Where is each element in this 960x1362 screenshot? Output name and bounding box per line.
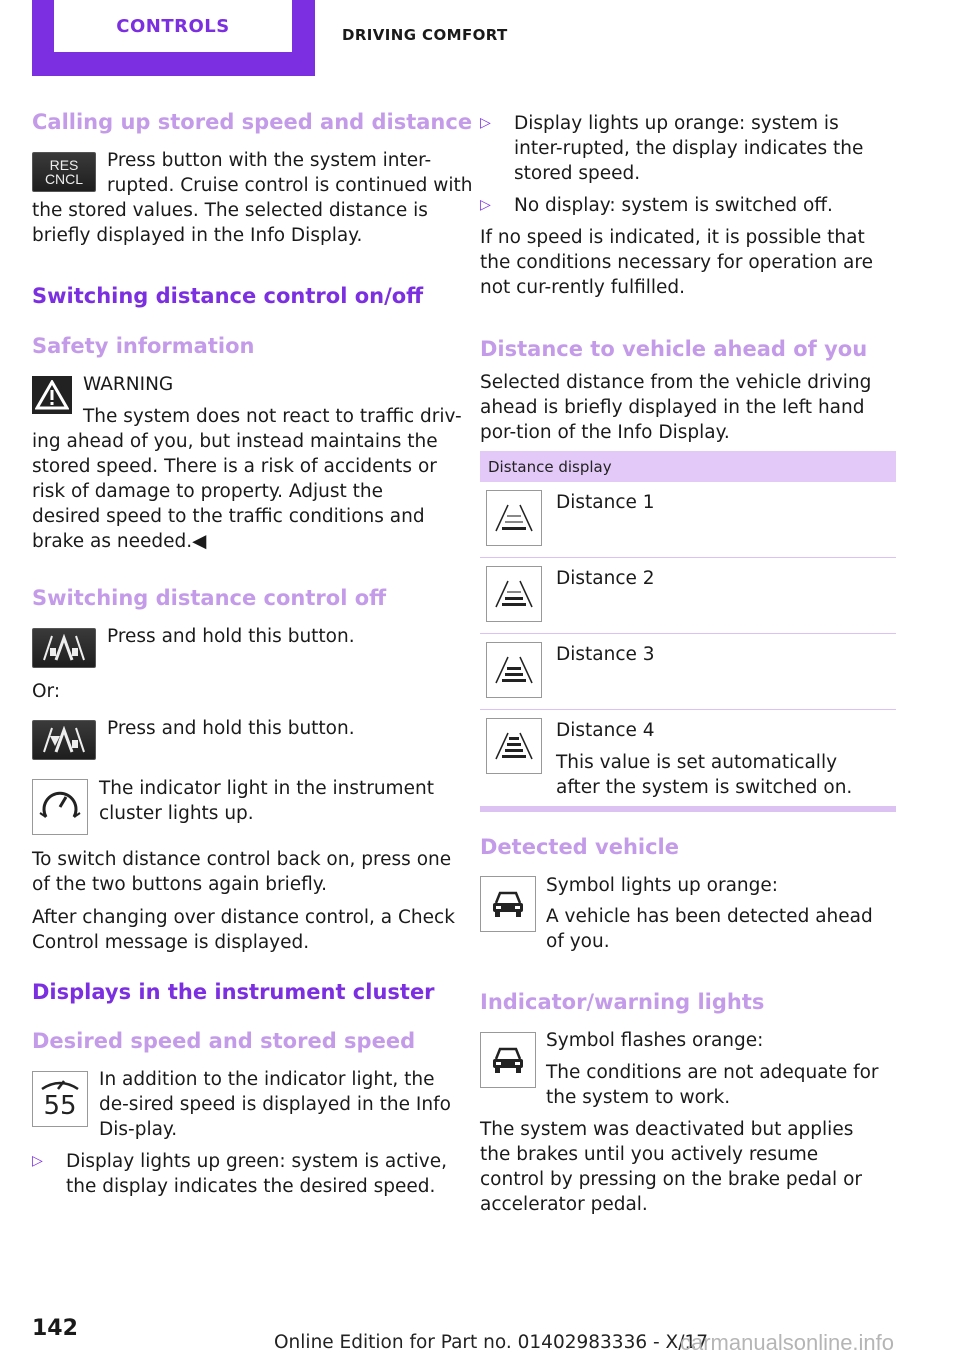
displays-heading: Displays in the instrument cluster [32, 980, 435, 1004]
distance-row-label: Distance 3 [556, 644, 655, 665]
indicator-warning-heading: Indicator/warning lights [480, 990, 765, 1014]
res-cncl-button-icon [32, 152, 96, 192]
watermark: carmanualsonline.info [680, 1330, 895, 1355]
deactivated-text: The system was deactivated but applies the brakes until you actively resume control by pressing on the brake pedal or accelerator pedal. [480, 1119, 862, 1215]
distance-button-icon [32, 628, 96, 668]
calling-up-heading: Calling up stored speed and distance [32, 110, 473, 134]
distance-text: Selected distance from the vehicle driving ahead is briefly displayed in the left hand por-tion of the Info Display. [480, 372, 872, 443]
calling-up-text-c: the stored values. The selected distance is [32, 200, 428, 221]
bullet-orange [480, 111, 880, 186]
warning-triangle-icon [32, 376, 72, 414]
switch-back-text: To switch distance control back on, press one of the two buttons again briefly. [32, 849, 452, 895]
edition-footer: Online Edition for Part no. 01402983336 - X/17 [274, 1332, 709, 1353]
bullet-arrow-icon: ▷ [480, 115, 491, 131]
or-label: Or: [32, 681, 61, 702]
bullet-green-text: Display lights up green: system is active, the display indicates the desired speed. [66, 1151, 448, 1197]
distance-row-label: Distance 4 [556, 720, 655, 741]
press-hold-text-2: Press and hold this button. [107, 718, 355, 739]
distance-row-label: Distance 2 [556, 568, 655, 589]
safety-heading: Safety information [32, 334, 255, 358]
bullet-no-display-text: No display: system is switched off. [514, 195, 833, 216]
distance-down-button-icon [32, 720, 96, 760]
no-speed-text: If no speed is indicated, it is possible that the conditions necessary for operation are not cur-rently fulfilled. [480, 227, 873, 298]
cruise-indicator-icon [32, 779, 88, 835]
bullet-arrow-icon: ▷ [32, 1153, 43, 1169]
calling-up-text-d: briefly displayed in the Info Display. [32, 225, 363, 246]
distance-heading: Distance to vehicle ahead of you [480, 337, 868, 361]
section-tab[interactable]: DRIVING COMFORT [342, 26, 508, 44]
detected-line1: Symbol lights up orange: [546, 875, 779, 896]
distance-table-header: Distance display [480, 451, 896, 482]
bullet-arrow-icon: ▷ [480, 197, 491, 213]
chapter-tab-label: CONTROLS [116, 15, 230, 37]
flashes-line2: The conditions are not adequate for the system to work. [546, 1062, 879, 1108]
calling-up-text-b: rupted. Cruise control is continued with [107, 175, 473, 196]
indicator-light-text: The indicator light in the instrument cluster lights up. [99, 778, 434, 824]
detected-vehicle-heading: Detected vehicle [480, 835, 679, 859]
distance-bars-icon [486, 566, 542, 622]
detected-line2: A vehicle has been detected ahead of you. [546, 906, 873, 952]
switch-off-heading: Switching distance control off [32, 586, 387, 610]
warning-line1: The system does not react to traffic driv- [83, 406, 462, 427]
desired-speed-text: In addition to the indicator light, the de-sired speed is displayed in the Info Dis-play. [99, 1069, 451, 1140]
chapter-tab[interactable] [32, 0, 315, 76]
table-row [480, 482, 896, 558]
bullet-orange-text: Display lights up orange: system is inter-rupted, the display indicates the stored speed. [514, 113, 864, 184]
calling-up-text-a: Press button with the system inter- [107, 150, 432, 171]
table-row [480, 634, 896, 710]
distance-row-note: This value is set automatically after the system is switched on. [556, 752, 853, 798]
table-end-rule [480, 806, 896, 812]
speed-display-value: 55 [43, 1091, 77, 1121]
distance-row-label: Distance 1 [556, 492, 655, 513]
distance-bars-icon [486, 718, 542, 774]
distance-bars-icon [486, 490, 542, 546]
switching-heading: Switching distance control on/off [32, 284, 424, 308]
table-row [480, 710, 896, 806]
cncl-label: CNCL [44, 171, 84, 187]
warning-text: ing ahead of you, but instead maintains the stored speed. There is a risk of accidents or risk of damage to property. Adjust the desired speed to the traffic conditions and brake as needed.◀ [32, 431, 438, 552]
table-row [480, 558, 896, 634]
vehicle-icon [480, 876, 536, 932]
speed-display-icon [32, 1071, 88, 1127]
vehicle-icon [480, 1032, 536, 1088]
res-label: RES [49, 157, 79, 173]
after-change-text: After changing over distance control, a Check Control message is displayed. [32, 907, 455, 953]
desired-speed-heading: Desired speed and stored speed [32, 1029, 416, 1053]
distance-bars-icon [486, 642, 542, 698]
bullet-no-display [480, 193, 890, 218]
flashes-line1: Symbol flashes orange: [546, 1030, 764, 1051]
page-number: 142 [32, 1316, 78, 1341]
press-hold-text-1: Press and hold this button. [107, 626, 355, 647]
bullet-green [32, 1149, 452, 1199]
warning-label: WARNING [83, 374, 174, 395]
